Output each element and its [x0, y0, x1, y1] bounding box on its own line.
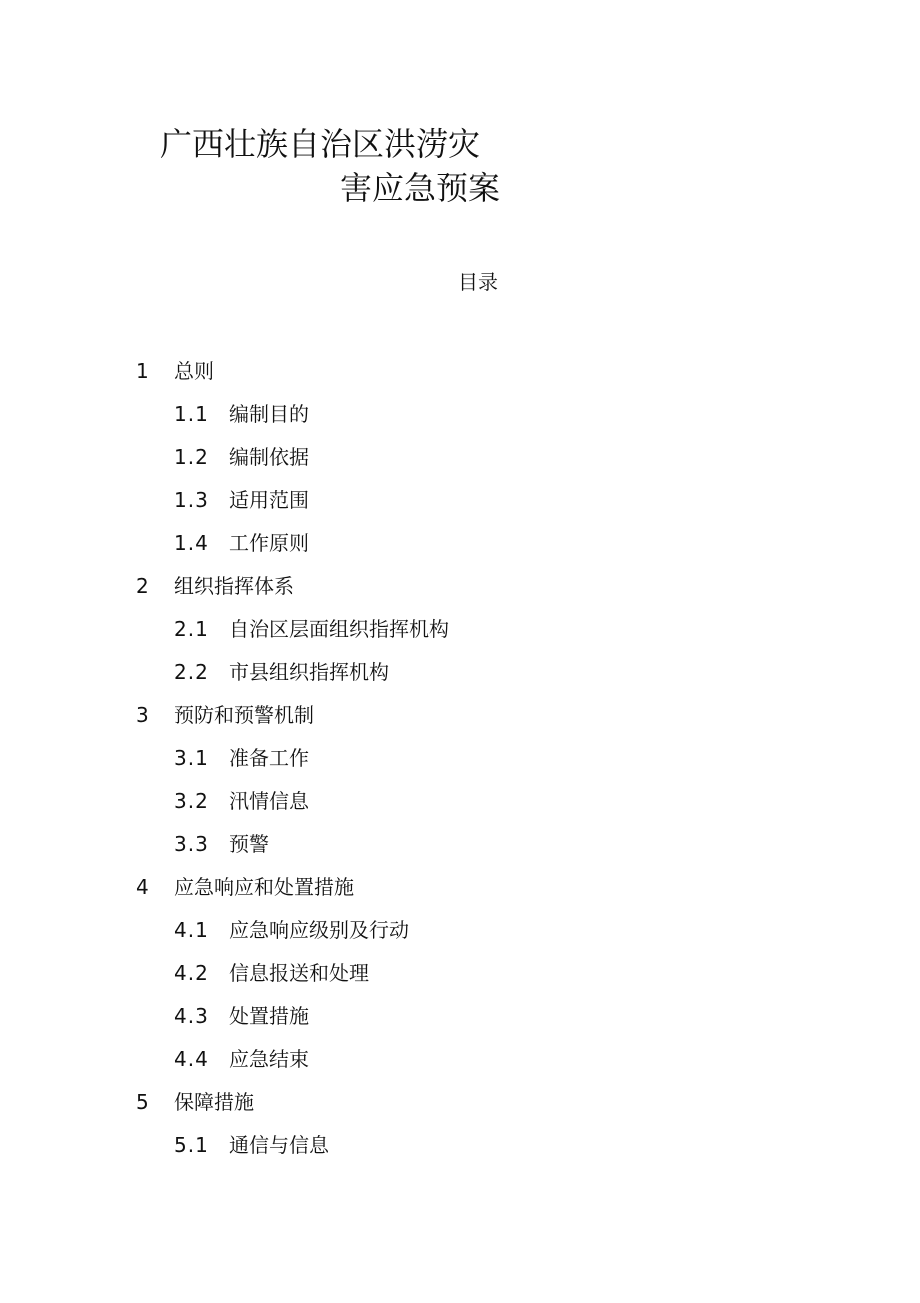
toc-item-number: 4.3: [174, 1004, 209, 1028]
toc-item-number: 3.1: [174, 746, 209, 770]
toc-item-label: 预警: [229, 832, 269, 856]
toc-item[interactable]: [0, 400, 920, 443]
toc-item-number: 4.2: [174, 961, 209, 985]
toc-item-number: 4.4: [174, 1047, 209, 1071]
toc-item[interactable]: [0, 443, 920, 486]
toc-item-number: 2.2: [174, 660, 209, 684]
toc-item[interactable]: [0, 1045, 920, 1088]
toc-item[interactable]: [0, 1131, 920, 1174]
toc-item-label: 汛情信息: [229, 789, 309, 813]
toc-item-label: 适用范围: [229, 488, 309, 512]
toc-item-number: 5: [136, 1090, 149, 1114]
toc-item-number: 1.4: [174, 531, 209, 555]
toc-item[interactable]: [0, 1088, 920, 1131]
toc-item-number: 2.1: [174, 617, 209, 641]
toc-item[interactable]: [0, 615, 920, 658]
toc-item[interactable]: [0, 830, 920, 873]
toc-item-number: 1.2: [174, 445, 209, 469]
toc-item[interactable]: [0, 1002, 920, 1045]
toc-item-label: 预防和预警机制: [174, 703, 314, 727]
toc-item-number: 3.2: [174, 789, 209, 813]
toc-item[interactable]: [0, 787, 920, 830]
toc-item[interactable]: [0, 873, 920, 916]
toc-item-label: 保障措施: [174, 1090, 254, 1114]
toc-item-label: 应急响应级别及行动: [229, 918, 409, 942]
toc-item-label: 自治区层面组织指挥机构: [229, 617, 449, 641]
toc-item-label: 编制依据: [229, 445, 309, 469]
toc-item[interactable]: [0, 357, 920, 400]
toc-item[interactable]: [0, 529, 920, 572]
toc-item-label: 应急结束: [229, 1047, 309, 1071]
toc-item-number: 3: [136, 703, 149, 727]
toc-item[interactable]: [0, 658, 920, 701]
toc-item[interactable]: [0, 701, 920, 744]
toc-item-number: 1.1: [174, 402, 209, 426]
toc-item-number: 3.3: [174, 832, 209, 856]
toc-item-label: 编制目的: [229, 402, 309, 426]
toc-item[interactable]: [0, 486, 920, 529]
toc-item-label: 工作原则: [229, 531, 309, 555]
toc-item-label: 总则: [174, 359, 214, 383]
toc-item[interactable]: [0, 916, 920, 959]
toc-item-label: 准备工作: [229, 746, 309, 770]
document-title-line1: 广西壮族自治区洪涝灾: [160, 125, 481, 163]
toc-item-label: 信息报送和处理: [229, 961, 369, 985]
toc-item-label: 处置措施: [229, 1004, 309, 1028]
table-of-contents: [0, 357, 920, 1174]
toc-item-number: 4: [136, 875, 149, 899]
toc-item[interactable]: [0, 959, 920, 1002]
document-title: [160, 122, 500, 210]
toc-item[interactable]: [0, 572, 920, 615]
toc-item-number: 1.3: [174, 488, 209, 512]
toc-item-number: 1: [136, 359, 149, 383]
toc-item[interactable]: [0, 744, 920, 787]
toc-item-label: 通信与信息: [229, 1133, 329, 1157]
toc-heading: 目录: [458, 270, 498, 294]
toc-item-number: 5.1: [174, 1133, 209, 1157]
document-title-line2: 害应急预案: [339, 169, 500, 207]
toc-item-number: 2: [136, 574, 149, 598]
toc-item-label: 组织指挥体系: [174, 574, 294, 598]
toc-item-label: 市县组织指挥机构: [229, 660, 389, 684]
toc-item-label: 应急响应和处置措施: [174, 875, 354, 899]
toc-item-number: 4.1: [174, 918, 209, 942]
